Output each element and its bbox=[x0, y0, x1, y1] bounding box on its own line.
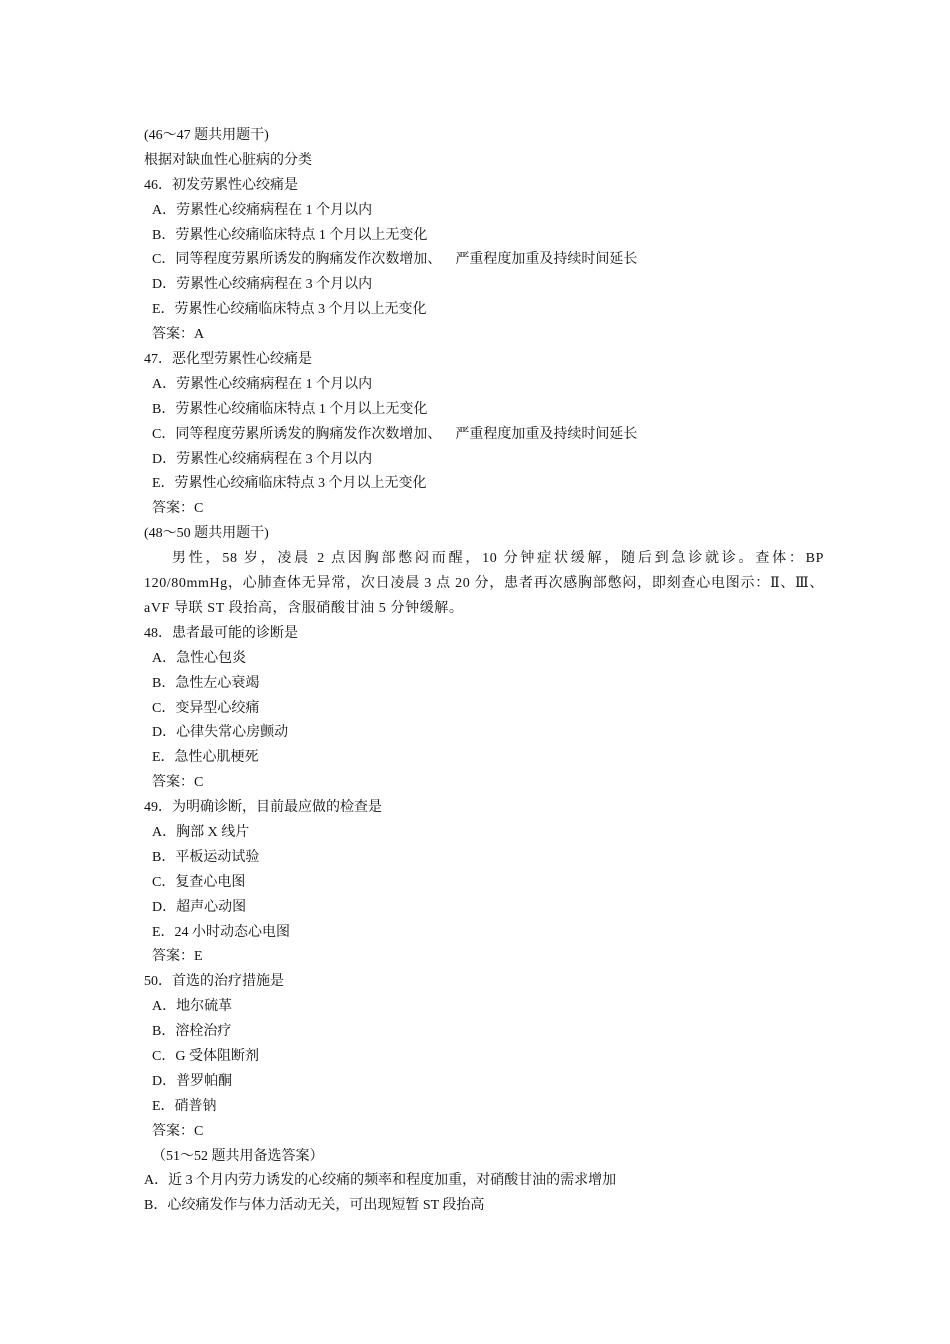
answer-option: A．胸部 X 线片 bbox=[152, 824, 250, 840]
answer-option: A．急性心包炎 bbox=[152, 650, 247, 666]
answer-option: C．同等程度劳累所诱发的胸痛发作次数增加、 严重程度加重及持续时间延长 bbox=[152, 252, 638, 268]
answer-option: D．心律失常心房颤动 bbox=[152, 725, 289, 741]
answer-option: B．劳累性心绞痛临床特点 1 个月以上无变化 bbox=[152, 227, 428, 243]
answer-option: D．超声心动图 bbox=[152, 899, 247, 915]
answer-option: C．复查心电图 bbox=[152, 874, 246, 890]
answer-option: C．变异型心绞痛 bbox=[152, 700, 260, 716]
answer-key: 答案：C bbox=[152, 775, 204, 791]
answer-option: C．G 受体阻断剂 bbox=[152, 1049, 259, 1064]
answer-key: （51～52 题共用备选答案） bbox=[152, 1148, 324, 1164]
answer-option: B．平板运动试验 bbox=[152, 849, 260, 865]
answer-option: C．同等程度劳累所诱发的胸痛发作次数增加、 严重程度加重及持续时间延长 bbox=[152, 426, 638, 442]
text-line: 根据对缺血性心脏病的分类 bbox=[144, 152, 312, 168]
answer-option: D．劳累性心绞痛病程在 3 个月以内 bbox=[152, 277, 373, 293]
question-block-48-52 bbox=[144, 622, 824, 1219]
question-block-46-47 bbox=[144, 124, 824, 547]
text-line: A．近 3 个月内劳力诱发的心绞痛的频率和程度加重，对硝酸甘油的需求增加 bbox=[144, 1173, 617, 1189]
answer-option: E．硝普钠 bbox=[152, 1098, 217, 1114]
answer-option: D．普罗帕酮 bbox=[152, 1073, 233, 1089]
text-line: (46～47 题共用题干) bbox=[144, 128, 269, 143]
answer-key: 答案：E bbox=[152, 949, 203, 965]
answer-option: E．24 小时动态心电图 bbox=[152, 924, 291, 940]
text-line: 46．初发劳累性心绞痛是 bbox=[144, 177, 298, 193]
answer-option: D．劳累性心绞痛病程在 3 个月以内 bbox=[152, 451, 373, 467]
answer-key: 答案：C bbox=[152, 501, 204, 517]
answer-option: E．劳累性心绞痛临床特点 3 个月以上无变化 bbox=[152, 302, 427, 318]
document-body bbox=[144, 124, 824, 1219]
text-line: 49．为明确诊断，目前最应做的检查是 bbox=[144, 800, 382, 816]
answer-option: A．地尔硫革 bbox=[152, 999, 233, 1015]
answer-option: B．劳累性心绞痛临床特点 1 个月以上无变化 bbox=[152, 401, 428, 417]
answer-key: 答案：C bbox=[152, 1123, 204, 1139]
answer-option: A．劳累性心绞痛病程在 1 个月以内 bbox=[152, 376, 373, 392]
case-stem-48-50: 男性，58 岁，凌晨 2 点因胸部憋闷而醒，10 分钟症状缓解，随后到急诊就诊。查体：BP 120/80mmHg，心肺查体无异常，次日凌晨 3 点 20 分，患者再次感胸部憋闷，即刻查心电图示：Ⅱ、Ⅲ、aVF 导联 ST 段抬高，含服硝酸甘油 5 分钟缓解。 bbox=[144, 551, 824, 616]
text-line: 50．首选的治疗措施是 bbox=[144, 974, 284, 990]
answer-key: 答案：A bbox=[152, 327, 205, 343]
answer-option: E．急性心肌梗死 bbox=[152, 750, 259, 766]
text-line: (48～50 题共用题干) bbox=[144, 526, 269, 542]
answer-option: B．溶栓治疗 bbox=[152, 1024, 232, 1040]
answer-option: E．劳累性心绞痛临床特点 3 个月以上无变化 bbox=[152, 476, 427, 492]
answer-option: A．劳累性心绞痛病程在 1 个月以内 bbox=[152, 202, 373, 218]
text-line: B．心绞痛发作与体力活动无关，可出现短暂 ST 段抬高 bbox=[144, 1198, 485, 1214]
text-line: 48．患者最可能的诊断是 bbox=[144, 625, 298, 641]
text-line: 47．恶化型劳累性心绞痛是 bbox=[144, 352, 312, 368]
answer-option: B．急性左心衰竭 bbox=[152, 675, 260, 691]
